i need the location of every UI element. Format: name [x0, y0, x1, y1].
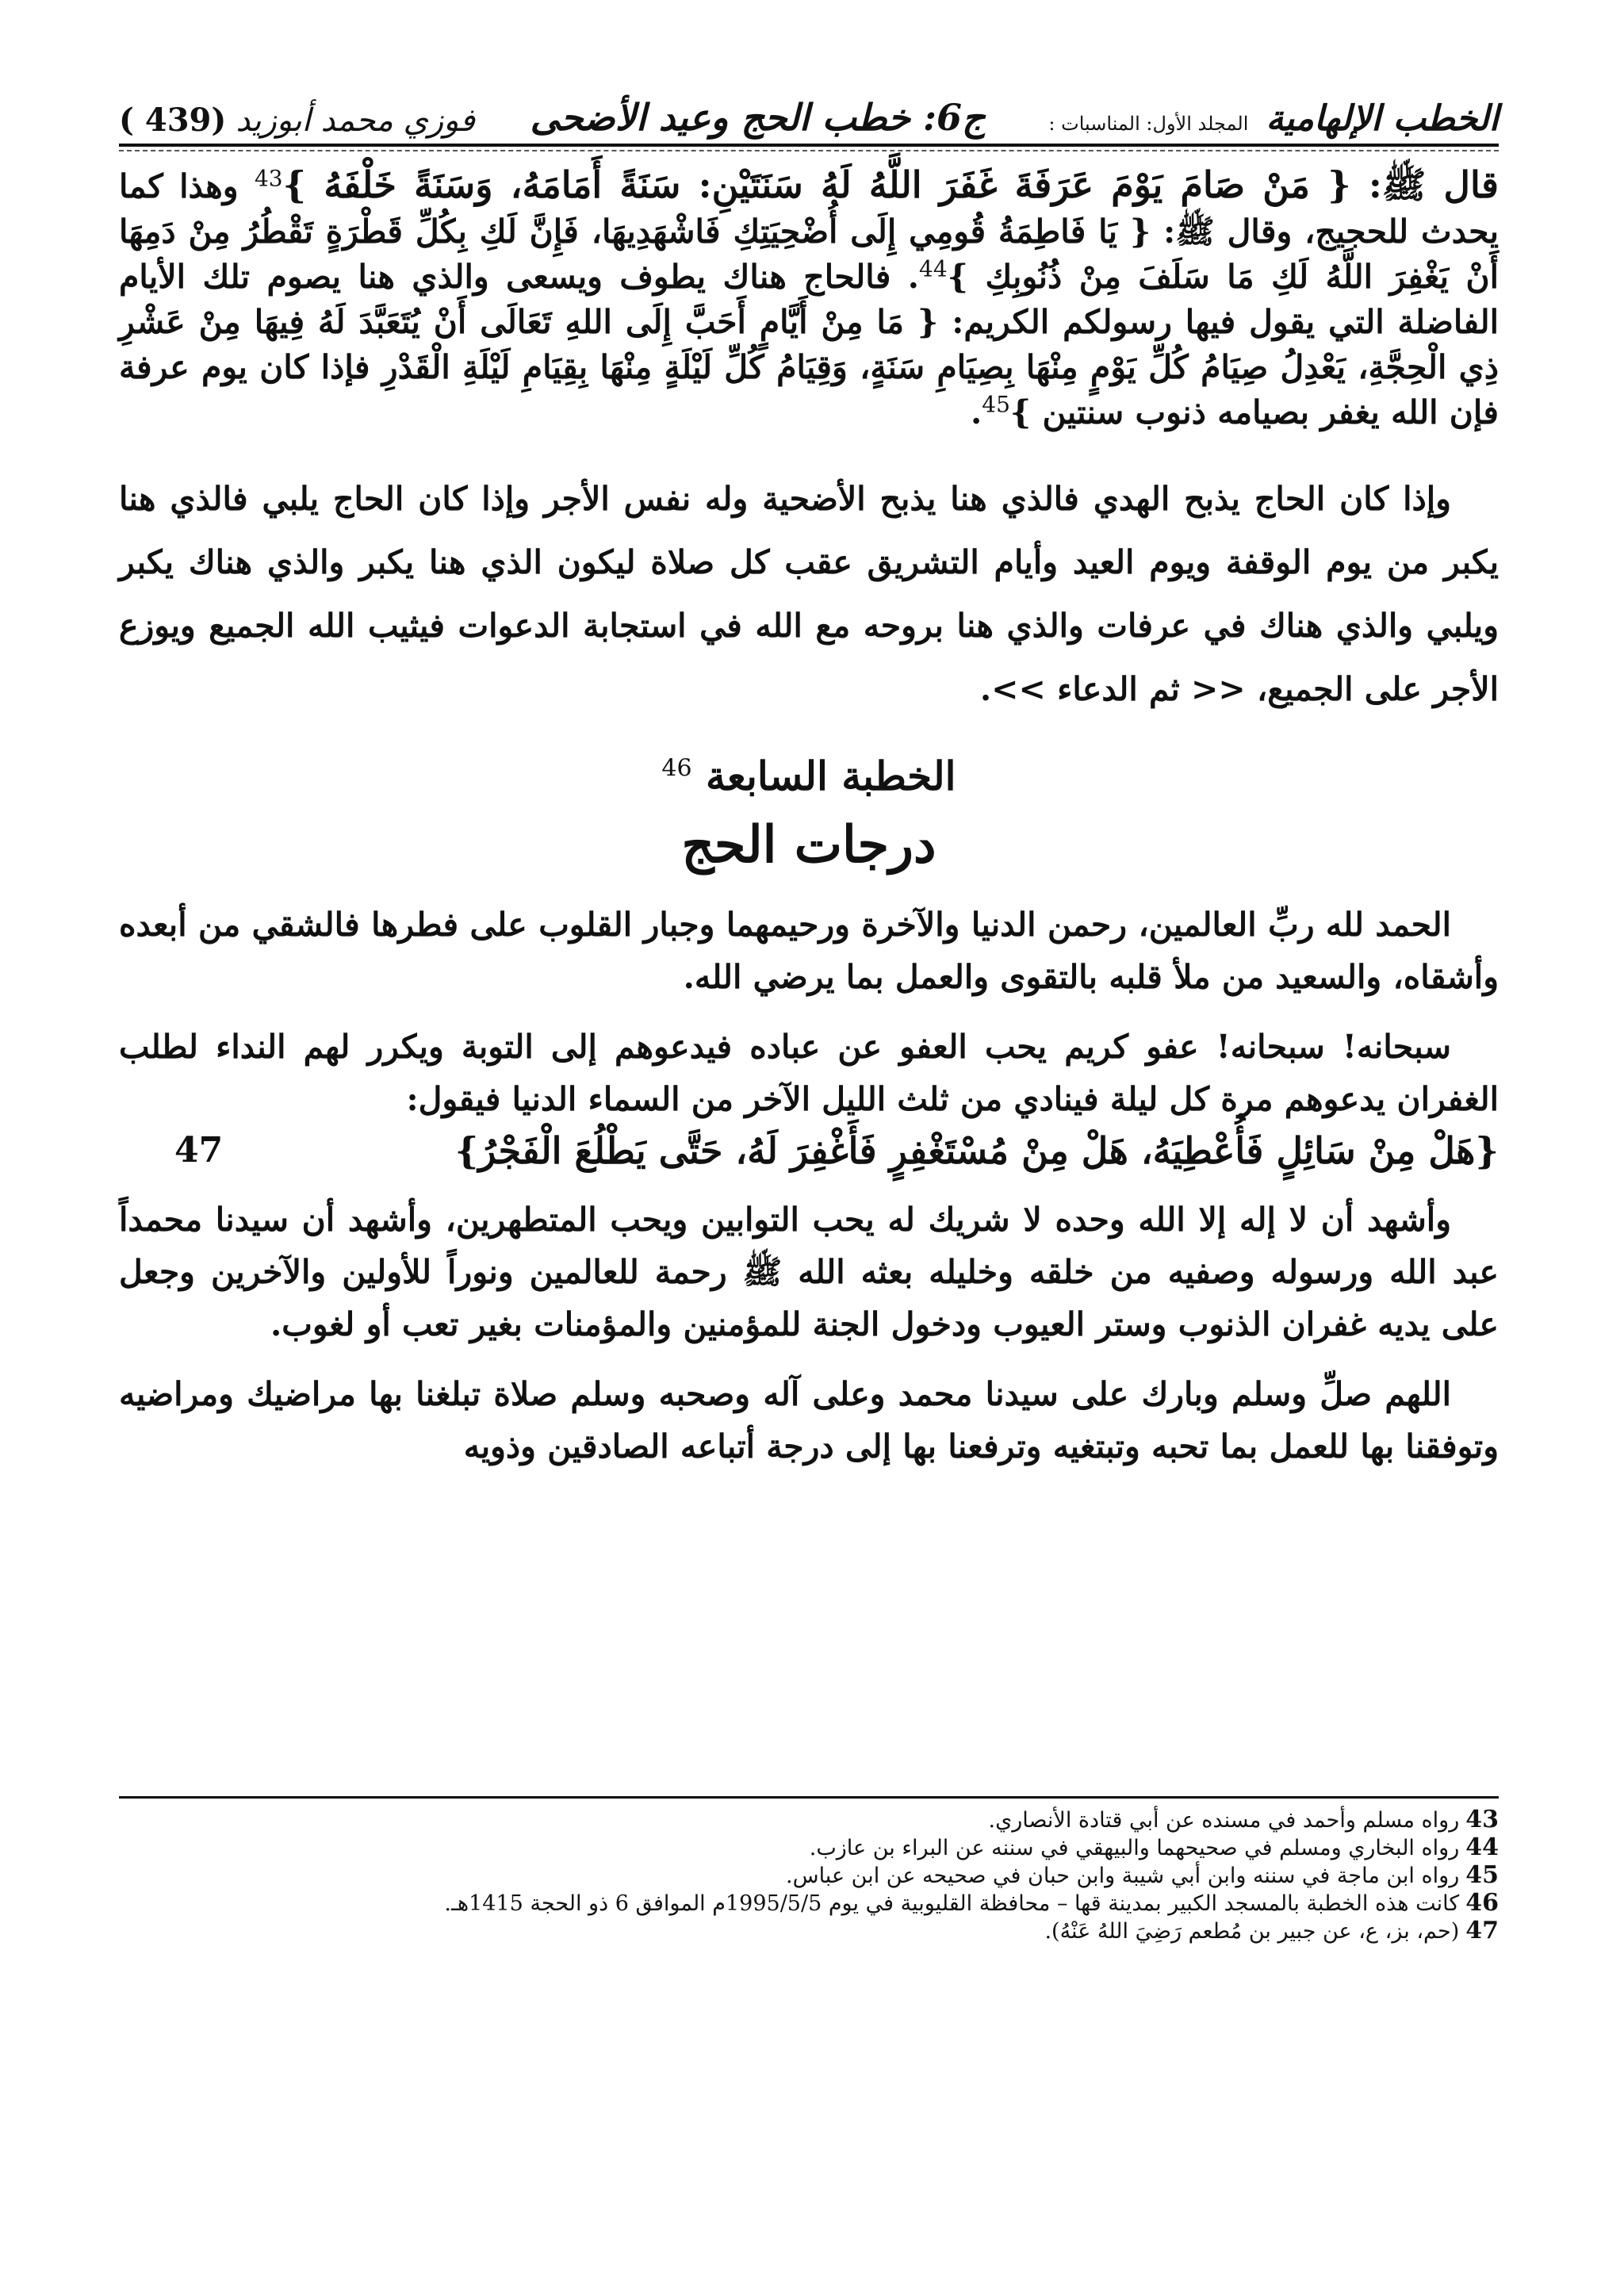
footnote-47: [119, 1917, 1499, 1945]
footnote-ref-47[interactable]: 47: [174, 1130, 224, 1170]
paragraph-5: وأشهد أن لا إله إلا الله وحده لا شريك له يحب التوابين ويحب المتطهرين، وأشهد أن سيدنا محمداً عبد الله ورسوله وصفيه من خلقه وخليله بعثه الله ﷺ رحمة للعالمين ونوراً للأولين والآخرين وجعل على يديه غفران الذنوب وستر العيوب ودخول الجنة للمؤمنين والمؤمنات بغير تعب أو لغوب.: [119, 1201, 1499, 1343]
running-header: [119, 75, 1499, 144]
footnote-ref-45[interactable]: 45: [982, 391, 1010, 418]
book-title: الخطب الإلهامية: [1266, 98, 1499, 139]
footnote-text: كانت هذه الخطبة بالمسجد الكبير بمدينة قها – محافظة القليوبية في يوم 1995/5/5م الموافق 6 ذو الحجة 1415هـ.: [444, 1891, 1460, 1916]
section-title: [119, 753, 1499, 799]
section-subtitle: درجات الحج: [681, 815, 936, 875]
header-author-block: [119, 102, 475, 139]
footnote-ref-44[interactable]: 44: [919, 255, 948, 282]
paragraph-2: وإذا كان الحاج يذبح الهدي فالذي هنا يذبح الأضحية وله نفس الأجر وإذا كان الحاج يلبي فالذي هنا يكبر من يوم الوقفة ويوم العيد وأيام التشريق عقب كل صلاة ليكون الذي هنا يكبر والذي هناك يكبر ويلبي والذي هناك في عرفات والذي هنا بروحه مع الله في استجابة الدعوات فيثيب الله الجميع ويوزع الأجر على الجميع، << ثم الدعاء >>.: [119, 480, 1499, 708]
page-number: (439 ): [119, 102, 227, 139]
footnote-ref-46[interactable]: 46: [661, 754, 692, 783]
footnote-46: [119, 1890, 1499, 1917]
paragraph-1-text-b: وهذا كما يحدث للحجيج، وقال ﷺ: { يَا فَاطِمَةُ قُومِي إِلَى أُضْحِيَتِكِ فَاشْهَدِيهَا، فَإِنَّ لَكِ بِكُلِّ قَطْرَةٍ تَقْطُرُ مِنْ دَمِهَا أَنْ يَغْفِرَ اللَّهُ لَكِ مَا سَلَفَ مِنْ ذُنُوبِكِ }: [119, 167, 1499, 296]
section-title-text: الخطبة السابعة: [706, 753, 956, 799]
footnote-text: (حم، بز، ع، عن جبير بن مُطعم رَضِيَ اللهُ عَنْهُ).: [1044, 1919, 1460, 1944]
footnote-number: 45: [1465, 1861, 1499, 1889]
footnote-number: 46: [1465, 1889, 1499, 1917]
footnote-number: 44: [1465, 1833, 1499, 1861]
paragraph-1: [119, 163, 1499, 435]
hadith-verse: {هَلْ مِنْ سَائِلٍ فَأُعْطِيَهُ، هَلْ مِنْ مُسْتَغْفِرٍ فَأَغْفِرَ لَهُ، حَتَّى يَطْلُعَ الْفَجْرُ}: [454, 1129, 1499, 1172]
chapter-title: ج6: خطب الحج وعيد الأضحى: [530, 96, 986, 139]
paragraph-1-end: .: [970, 393, 982, 431]
header-book-title: [1040, 98, 1499, 139]
footnote-number: 47: [1465, 1917, 1499, 1944]
page: [119, 75, 1499, 1473]
volume-label: المجلد الأول: المناسبات :: [1048, 113, 1249, 135]
footnote-text: رواه البخاري ومسلم في صحيحهما والبيهقي في سننه عن البراء بن عازب.: [809, 1836, 1460, 1860]
author-name: فوزي محمد أبوزيد: [236, 102, 475, 139]
footnote-number: 43: [1465, 1806, 1499, 1833]
footnote-43: [119, 1806, 1499, 1834]
footnotes-section: [119, 1796, 1499, 1945]
paragraph-6: اللهم صلِّ وسلم وبارك على سيدنا محمد وعلى آله وصحبه وسلم صلاة تبلغنا بها مراضيك ومراضيه وتوفقنا بها للعمل بما تحبه وتبتغيه وترفعنا بها إلى درجة أتباعه الصادقين وذويه: [119, 1375, 1499, 1465]
footnote-text: رواه مسلم وأحمد في مسنده عن أبي قتادة الأنصاري.: [988, 1808, 1460, 1833]
paragraph-1-text-c: . فالحاج هناك يطوف ويسعى والذي هنا يصوم تلك الأيام الفاضلة التي يقول فيها رسولكم الكريم: { مَا مِنْ أَيَّامٍ أَحَبَّ إِلَى اللهِ تَعَالَى أَنْ يُتَعَبَّدَ لَهُ فِيهَا مِنْ عَشْرِ ذِي الْحِجَّةِ، يَعْدِلُ صِيَامُ كُلِّ يَوْمٍ مِنْهَا بِصِيَامِ سَنَةٍ، وَقِيَامُ كُلِّ لَيْلَةٍ مِنْهَا بِقِيَامِ لَيْلَةِ الْقَدْرِ فإذا كان يوم عرفة فإن الله يغفر بصيامه ذنوب سنتين }: [119, 258, 1499, 431]
hadith-verse-line: [119, 1125, 1499, 1176]
footnote-44: [119, 1834, 1499, 1862]
hadith-text-1: قال ﷺ: { مَنْ صَامَ يَوْمَ عَرَفَةَ غَفَرَ اللَّهُ لَهُ سَنَتَيْنِ: سَنَةً أَمَامَهُ، وَسَنَةً خَلْفَهُ }: [282, 163, 1499, 206]
paragraph-3: الحمد لله ربِّ العالمين، رحمن الدنيا والآخرة ورحيمهما وجبار القلوب على فطرها فالشقي من أبعده وأشقاه، والسعيد من ملأ قلبه بالتقوى والعمل بما يرضي الله.: [119, 906, 1499, 996]
header-rule: [119, 144, 1499, 151]
footnote-45: [119, 1862, 1499, 1890]
footnote-ref-43[interactable]: 43: [254, 165, 283, 192]
footnote-text: رواه ابن ماجة في سننه وابن أبي شيبة وابن حبان في صحيحه عن ابن عباس.: [786, 1864, 1460, 1888]
paragraph-4: سبحانه! سبحانه! عفو كريم يحب العفو عن عباده فيدعوهم إلى التوبة ويكرر لهم النداء لطلب الغفران يدعوهم مرة كل ليلة فينادي من ثلث الليل الآخر من السماء الدنيا فيقول:: [119, 1028, 1499, 1118]
